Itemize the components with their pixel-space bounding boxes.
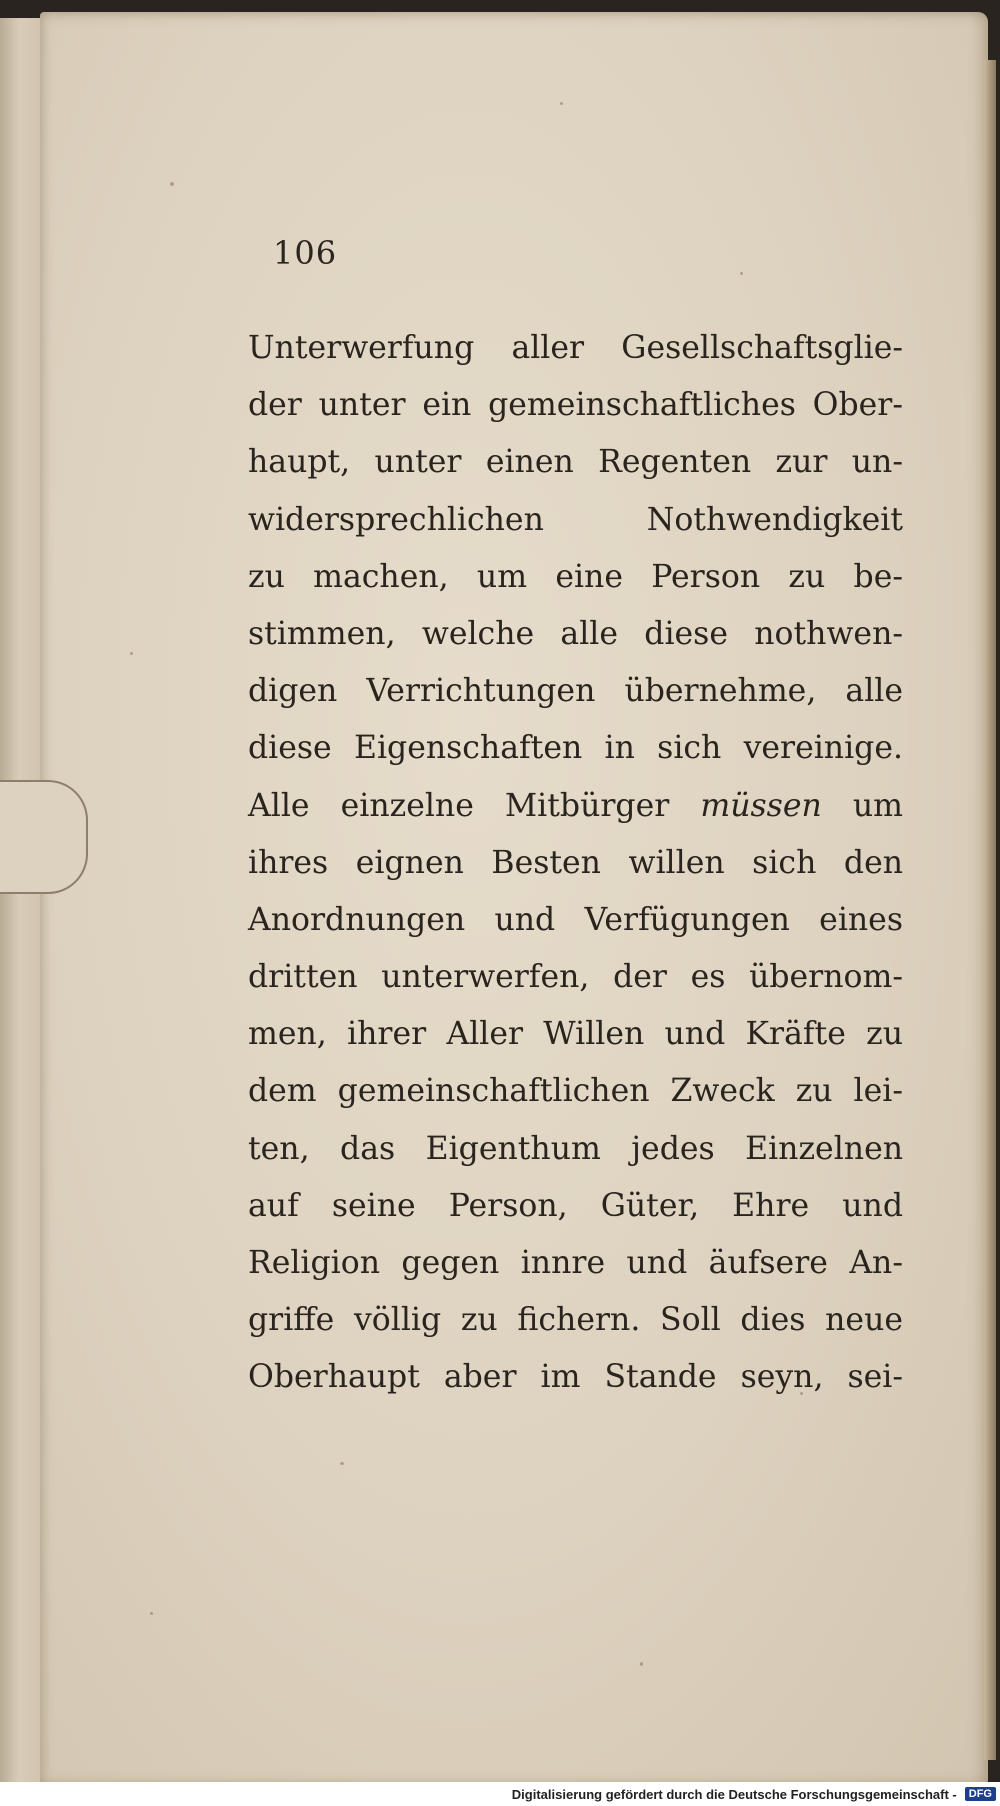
text-line [248, 892, 903, 949]
text-line-content: men, ihrer Aller Willen und Kräfte zu [248, 1016, 903, 1053]
text-line [248, 835, 903, 892]
text-line-content: dritten unterwerfen, der es übernom- [248, 959, 903, 996]
funding-credit: Digitalisierung gefördert durch die Deutsche Forschungsgemeinschaft - [511, 1786, 957, 1802]
text-line [248, 949, 903, 1006]
text-line-content: griffe völlig zu fichern. Soll dies neue [248, 1302, 903, 1339]
text-line [248, 606, 903, 663]
text-line-content: zu machen, um eine Person zu be- [248, 558, 903, 595]
page-number: 106 [273, 234, 338, 272]
text-line [248, 1121, 903, 1178]
dfg-logo: DFG [965, 1787, 996, 1801]
text-line-content: Alle einzelne Mitbürger [248, 787, 701, 824]
text-line [248, 1292, 903, 1349]
digitization-footer [0, 1782, 1000, 1806]
paper-speck [170, 182, 174, 186]
text-line [248, 549, 903, 606]
text-line [248, 434, 903, 491]
text-line-content: der unter ein gemeinschaftliches Ober- [248, 387, 903, 424]
text-line [248, 1349, 903, 1406]
text-line-content: ihres eignen Besten willen sich den [248, 844, 903, 881]
text-line-content: dem gemeinschaftlichen Zweck zu lei- [248, 1073, 903, 1110]
text-line-content: widersprechlichen Nothwendigkeit [248, 501, 903, 538]
emphasized-word: müssen [700, 787, 822, 824]
text-line-content: auf seine Person, Güter, Ehre und [248, 1187, 903, 1224]
paper-speck [340, 1462, 344, 1465]
text-line-content: Religion gegen innre und äufsere An- [248, 1245, 903, 1281]
text-line-content: Unterwerfung aller Gesellschaftsglie- [248, 330, 903, 366]
paper-speck [740, 272, 743, 275]
text-line-content: haupt, unter einen Regenten zur un- [248, 444, 903, 481]
text-line [248, 492, 903, 549]
text-line-content: Oberhaupt aber im Stande seyn, sei- [248, 1359, 903, 1396]
text-line-content: Anordnungen und Verfügungen eines [248, 901, 903, 938]
body-text [248, 320, 903, 1407]
text-line [248, 1235, 903, 1292]
paper-speck [560, 102, 563, 105]
text-line-content: um [821, 787, 904, 824]
text-line [248, 377, 903, 434]
text-line [248, 778, 903, 835]
text-line [248, 1178, 903, 1235]
text-line-content: digen Verrichtungen übernehme, alle [248, 673, 903, 710]
text-line-content: diese Eigenschaften in sich vereinige. [248, 730, 903, 767]
paper-speck [130, 652, 133, 655]
paper-speck [150, 1612, 153, 1615]
text-line-content: ten, das Eigenthum jedes Einzelnen [248, 1130, 903, 1167]
text-line [248, 663, 903, 720]
text-line [248, 720, 903, 777]
text-line-content: stimmen, welche alle diese nothwen- [248, 615, 903, 652]
text-line [248, 1006, 903, 1063]
text-line [248, 320, 903, 377]
page-fore-edge [984, 60, 996, 1760]
page-tab-marker [0, 780, 88, 894]
text-line [248, 1063, 903, 1120]
paper-speck [640, 1662, 643, 1666]
